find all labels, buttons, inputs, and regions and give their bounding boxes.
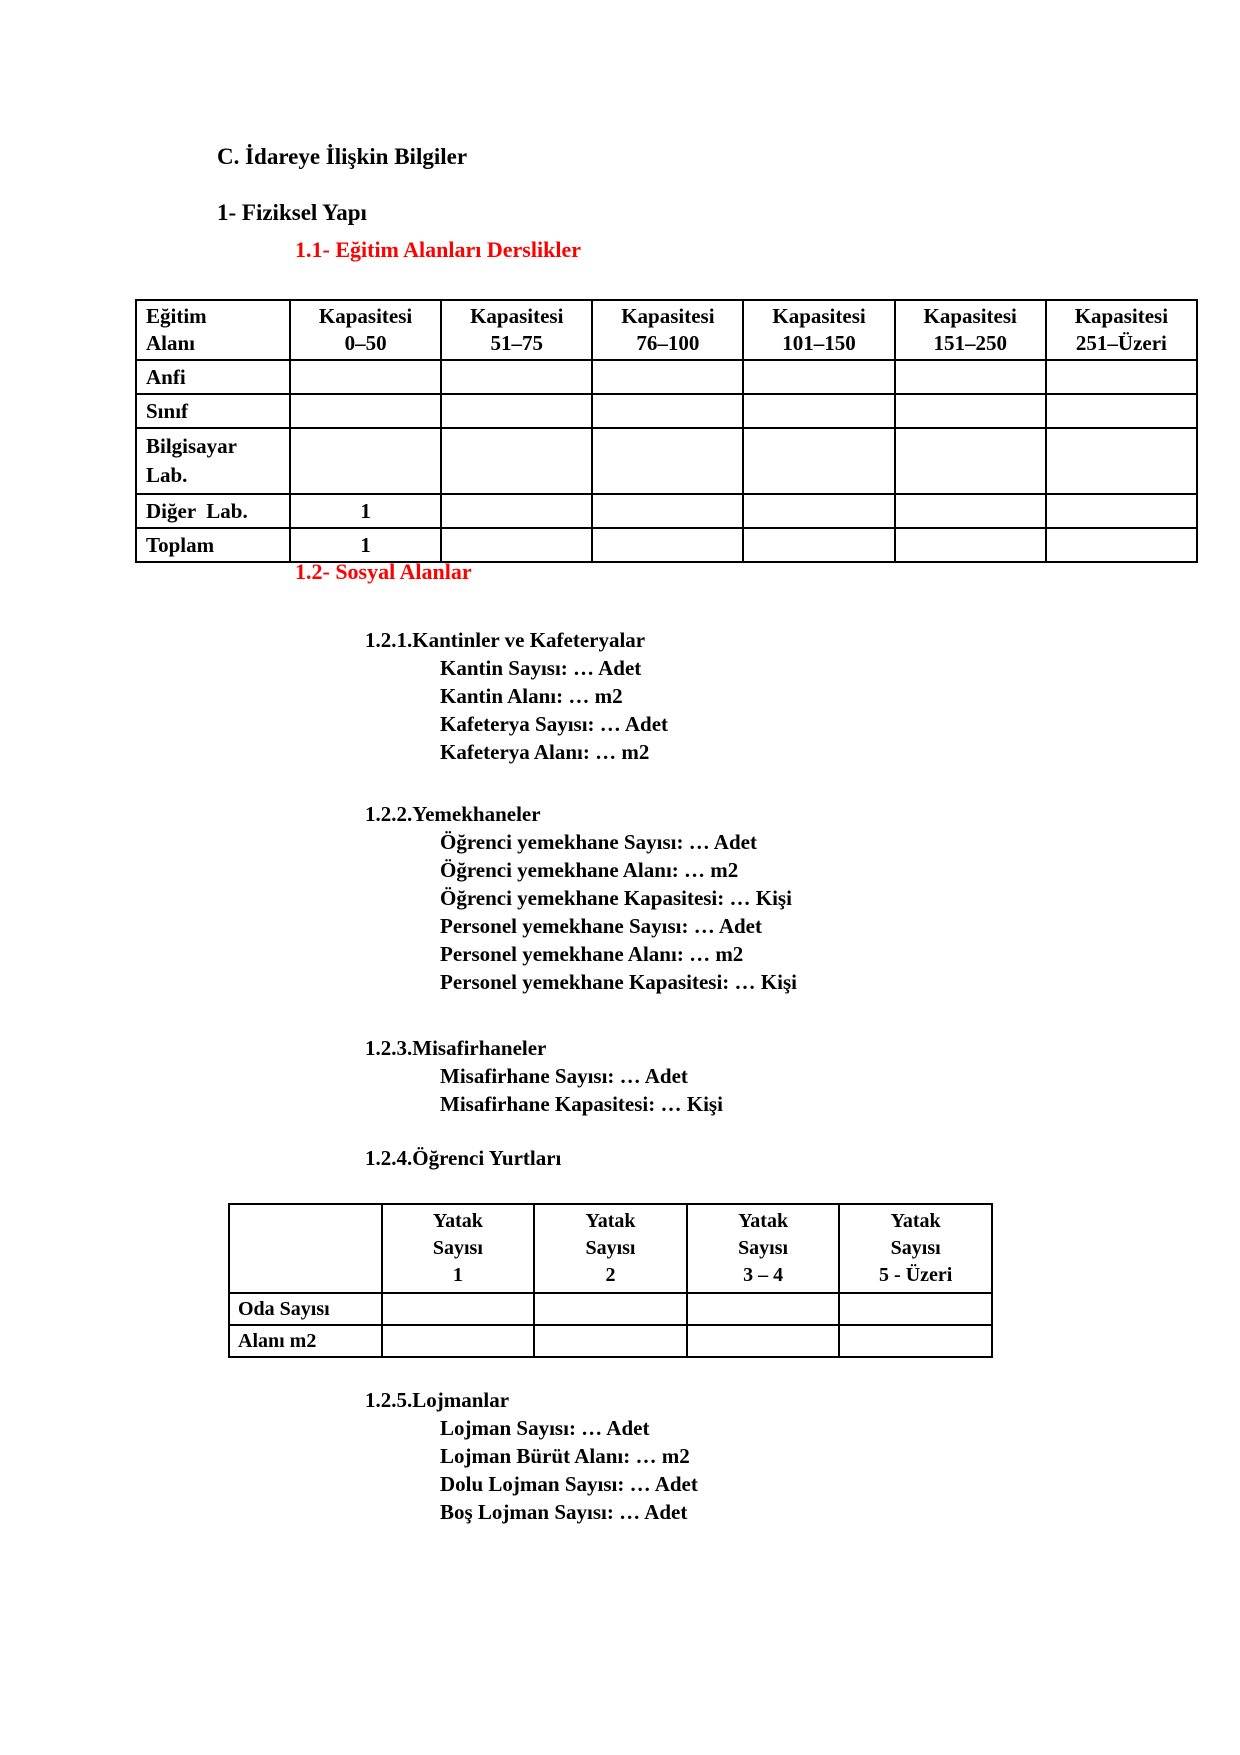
section-title: 1.2.3.Misafirhaneler	[365, 1036, 547, 1060]
bed-header-line1: Yatak	[432, 1210, 483, 1232]
section-item: Personel yemekhane Alanı: … m2	[440, 942, 744, 966]
value-cell	[592, 428, 743, 494]
value-cell	[1046, 494, 1197, 528]
section-item: Öğrenci yemekhane Kapasitesi: … Kişi	[440, 886, 792, 910]
capacity-label: Kapasitesi	[923, 304, 1017, 328]
value-cell	[382, 1293, 535, 1325]
value-cell	[895, 360, 1046, 394]
row-label: Oda Sayısı	[229, 1293, 382, 1325]
capacity-range: 76–100	[636, 331, 700, 355]
section-items	[440, 1414, 698, 1526]
section-items	[440, 654, 668, 766]
empty-header-cell	[229, 1204, 382, 1293]
bed-header-line1: Yatak	[738, 1210, 789, 1232]
section-item: Boş Lojman Sayısı: … Adet	[440, 1500, 688, 1524]
value-cell	[534, 1325, 687, 1357]
section-item: Kafeterya Alanı: … m2	[440, 740, 650, 764]
education-areas-table	[135, 299, 1198, 563]
section-misafirhaneler	[365, 1034, 723, 1118]
bed-count: 5 - Üzeri	[879, 1264, 953, 1286]
section-title: 1.2.4.Öğrenci Yurtları	[365, 1146, 562, 1170]
row-label: Alanı m2	[229, 1325, 382, 1357]
value-cell	[441, 394, 592, 428]
value-cell	[743, 360, 894, 394]
capacity-label: Kapasitesi	[1074, 304, 1169, 328]
row-label: Anfi	[136, 360, 290, 394]
capacity-label: Kapasitesi	[772, 304, 866, 328]
value-cell	[743, 428, 894, 494]
capacity-range: 251–Üzeri	[1075, 331, 1167, 355]
value-cell	[290, 394, 441, 428]
row-label-line1: Bilgisayar	[146, 434, 238, 458]
education-area-header-line1: Eğitim	[146, 304, 207, 328]
capacity-range: 51–75	[490, 331, 543, 355]
dormitory-table-header-row	[229, 1204, 992, 1293]
physical-structure-heading: 1- Fiziksel Yapı	[217, 200, 367, 225]
value-cell	[743, 394, 894, 428]
section-item: Personel yemekhane Sayısı: … Adet	[440, 914, 762, 938]
bed-count-header-cell-1	[382, 1204, 535, 1293]
section-item: Misafirhane Kapasitesi: … Kişi	[440, 1092, 723, 1116]
capacity-header-cell-5	[895, 300, 1046, 360]
value-cell	[895, 394, 1046, 428]
bed-header-line1: Yatak	[890, 1210, 941, 1232]
value-cell: 1	[290, 528, 441, 562]
table-row-alani-m2	[229, 1325, 992, 1357]
value-cell	[592, 494, 743, 528]
value-cell	[592, 360, 743, 394]
row-label	[136, 428, 290, 494]
value-cell	[534, 1293, 687, 1325]
value-cell	[687, 1293, 840, 1325]
capacity-range: 151–250	[933, 331, 1007, 355]
section-title: 1.2.2.Yemekhaneler	[365, 802, 541, 826]
capacity-header-cell-2	[441, 300, 592, 360]
capacity-range: 0–50	[344, 331, 387, 355]
value-cell	[743, 528, 894, 562]
capacity-range: 101–150	[782, 331, 856, 355]
capacity-label: Kapasitesi	[470, 304, 564, 328]
section-item: Kafeterya Sayısı: … Adet	[440, 712, 669, 736]
bed-count-header-cell-4	[839, 1204, 992, 1293]
education-table-header-row	[136, 300, 1197, 360]
section-ogrenci-yurtlari	[365, 1144, 561, 1172]
education-area-header-cell	[136, 300, 290, 360]
bed-count: 2	[605, 1264, 616, 1286]
bed-count: 3 – 4	[743, 1264, 784, 1286]
value-cell	[1046, 428, 1197, 494]
value-cell	[1046, 528, 1197, 562]
value-cell	[441, 360, 592, 394]
row-label: Diğer Lab.	[136, 494, 290, 528]
table-row-bilgisayar-lab	[136, 428, 1197, 494]
bed-count: 1	[452, 1264, 463, 1286]
capacity-header-cell-6	[1046, 300, 1197, 360]
capacity-header-cell-4	[743, 300, 894, 360]
value-cell	[743, 494, 894, 528]
section-title: 1.2.1.Kantinler ve Kafeteryalar	[365, 628, 646, 652]
bed-header-line1: Yatak	[585, 1210, 636, 1232]
section-item: Dolu Lojman Sayısı: … Adet	[440, 1472, 698, 1496]
value-cell	[592, 528, 743, 562]
section-item: Öğrenci yemekhane Alanı: … m2	[440, 858, 739, 882]
value-cell	[895, 528, 1046, 562]
bed-count-header-cell-2	[534, 1204, 687, 1293]
value-cell	[687, 1325, 840, 1357]
value-cell	[1046, 360, 1197, 394]
row-label-line2: Lab.	[146, 463, 188, 487]
value-cell: 1	[290, 494, 441, 528]
section-lojmanlar	[365, 1386, 698, 1526]
section-1-2-heading: 1.2- Sosyal Alanlar	[295, 559, 472, 584]
capacity-label: Kapasitesi	[318, 304, 413, 328]
capacity-header-cell-1	[290, 300, 441, 360]
table-row-oda-sayisi	[229, 1293, 992, 1325]
section-kantinler	[365, 626, 668, 766]
section-items	[440, 828, 797, 996]
value-cell	[441, 528, 592, 562]
dormitory-table	[228, 1203, 993, 1358]
table-row-diger-lab	[136, 494, 1197, 528]
value-cell	[441, 494, 592, 528]
table-row-toplam	[136, 528, 1197, 562]
section-yemekhaneler	[365, 800, 797, 996]
value-cell	[895, 428, 1046, 494]
bed-header-line2: Sayısı	[432, 1237, 483, 1259]
capacity-header-cell-3	[592, 300, 743, 360]
section-item: Misafirhane Sayısı: … Adet	[440, 1064, 688, 1088]
row-label: Toplam	[136, 528, 290, 562]
section-item: Personel yemekhane Kapasitesi: … Kişi	[440, 970, 797, 994]
section-item: Lojman Sayısı: … Adet	[440, 1416, 650, 1440]
section-item: Öğrenci yemekhane Sayısı: … Adet	[440, 830, 757, 854]
bed-header-line2: Sayısı	[890, 1237, 941, 1259]
section-items	[440, 1062, 723, 1118]
value-cell	[839, 1293, 992, 1325]
table-row-sinif	[136, 394, 1197, 428]
education-area-header-line2: Alanı	[146, 331, 196, 355]
section-item: Lojman Bürüt Alanı: … m2	[440, 1444, 690, 1468]
value-cell	[1046, 394, 1197, 428]
table-row-anfi	[136, 360, 1197, 394]
capacity-label: Kapasitesi	[621, 304, 715, 328]
row-label: Sınıf	[136, 394, 290, 428]
bed-header-line2: Sayısı	[738, 1237, 789, 1259]
section-title: 1.2.5.Lojmanlar	[365, 1388, 510, 1412]
value-cell	[592, 394, 743, 428]
main-heading: C. İdareye İlişkin Bilgiler	[217, 144, 468, 169]
section-1-1-heading: 1.1- Eğitim Alanları Derslikler	[295, 237, 581, 262]
section-item: Kantin Sayısı: … Adet	[440, 656, 642, 680]
bed-count-header-cell-3	[687, 1204, 840, 1293]
value-cell	[290, 428, 441, 494]
value-cell	[290, 360, 441, 394]
value-cell	[382, 1325, 535, 1357]
value-cell	[839, 1325, 992, 1357]
value-cell	[895, 494, 1046, 528]
section-item: Kantin Alanı: … m2	[440, 684, 623, 708]
value-cell	[441, 428, 592, 494]
bed-header-line2: Sayısı	[585, 1237, 636, 1259]
